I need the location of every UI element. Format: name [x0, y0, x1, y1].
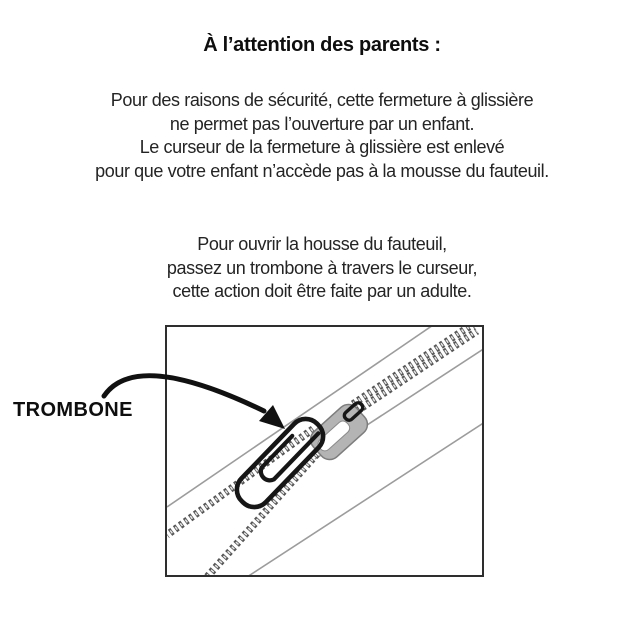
notice-title: À l’attention des parents : [203, 34, 441, 56]
intro-line: pour que votre enfant n’accède pas à la mousse du fauteuil. [95, 160, 549, 181]
zipper-teeth-closed [353, 327, 477, 411]
instruction-line: cette action doit être faite par un adulte. [172, 281, 472, 301]
trombone-label: TROMBONE [13, 399, 133, 421]
instruction-line: Pour ouvrir la housse du fauteuil, [197, 234, 447, 254]
intro-paragraph [24, 89, 620, 183]
intro-line: Pour des raisons de sécurité, cette fermeture à glissière [110, 90, 534, 110]
intro-line: ne permet pas l’ouverture par un enfant. [169, 113, 475, 134]
diagram-frame [165, 325, 484, 577]
zipper-illustration [167, 327, 482, 575]
instruction-paragraph [24, 233, 620, 304]
intro-line: Le curseur de la fermeture à glissière est enlevé [139, 137, 505, 157]
instruction-line: passez un trombone à travers le curseur, [166, 257, 478, 278]
